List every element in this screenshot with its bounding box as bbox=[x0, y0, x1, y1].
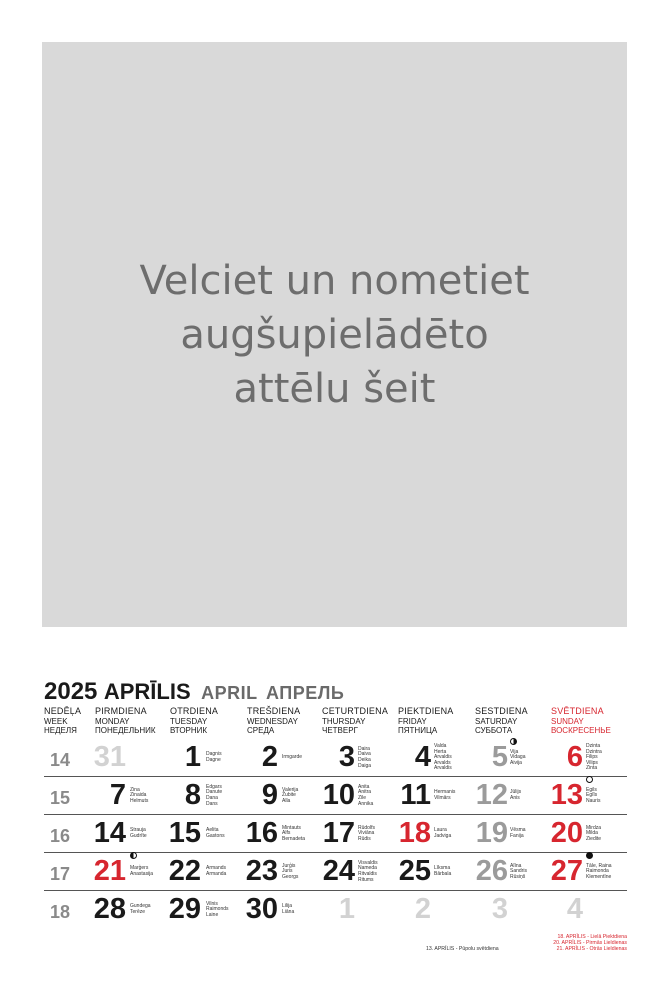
name-days: Jūlijs Anis bbox=[510, 789, 522, 801]
month-latvian: APRĪLIS bbox=[103, 679, 191, 704]
name-days: Rūdolfs Viviāna Rūdis bbox=[358, 824, 375, 842]
name-days: Egils Egīls Nauris bbox=[586, 786, 601, 804]
day-number[interactable]: 10 bbox=[322, 779, 355, 811]
name-days: Zina Zinaida Helmuts bbox=[130, 786, 149, 804]
drop-zone-line: attēlu šeit bbox=[233, 365, 436, 412]
weekday-header bbox=[322, 707, 388, 736]
calendar-title bbox=[44, 678, 344, 706]
day-number[interactable]: 11 bbox=[400, 779, 431, 811]
name-days: Valda Herta Arvaldis Arvalds Arvaldis bbox=[434, 743, 452, 772]
row-divider bbox=[44, 814, 627, 815]
day-number[interactable]: 19 bbox=[475, 817, 508, 849]
week-number: 15 bbox=[50, 788, 71, 808]
weekday-header bbox=[475, 707, 528, 736]
name-days: Lilija Liāna bbox=[282, 903, 295, 915]
day-number[interactable]: 25 bbox=[398, 855, 431, 887]
day-number[interactable]: 1 bbox=[338, 893, 355, 925]
name-days: Vija Vidaga Aivija bbox=[510, 748, 526, 766]
weekday-label-lv: SESTDIENA bbox=[475, 706, 528, 716]
month-english: APRIL bbox=[201, 683, 258, 703]
day-number[interactable]: 4 bbox=[566, 893, 583, 925]
weekday-label-ru: СУББОТА bbox=[475, 726, 513, 735]
weekday-label-ru: ПЯТНИЦА bbox=[398, 726, 438, 735]
weekday-header bbox=[247, 707, 300, 736]
holiday-note: 21. APRĪLIS - Otrās Lieldienas bbox=[556, 946, 627, 952]
day-number[interactable]: 16 bbox=[245, 817, 278, 849]
name-days: Irmgarde bbox=[282, 754, 303, 761]
weekday-label-en: MONDAY bbox=[95, 716, 130, 726]
name-days: Vēsma Fanija bbox=[510, 827, 526, 839]
day-number[interactable]: 4 bbox=[414, 741, 431, 773]
weekday-header bbox=[95, 707, 156, 736]
month-russian: АПРЕЛЬ bbox=[266, 683, 345, 703]
day-number[interactable]: 7 bbox=[109, 779, 126, 811]
day-number[interactable]: 5 bbox=[491, 741, 508, 773]
weekday-label-en: SATURDAY bbox=[475, 716, 518, 726]
name-days: Alīna Sandris Rūsiņš bbox=[510, 862, 527, 880]
name-days: Daira Daiva Deika Daiga bbox=[358, 745, 372, 769]
day-number[interactable]: 13 bbox=[550, 779, 583, 811]
week-number: 17 bbox=[50, 864, 71, 884]
weekday-label-ru: ЧЕТВЕРГ bbox=[322, 726, 358, 735]
observance-note: 13. APRĪLIS - Pūpolu svētdiena bbox=[426, 946, 499, 952]
day-number[interactable]: 21 bbox=[93, 855, 126, 887]
weekday-header bbox=[44, 707, 81, 736]
row-divider bbox=[44, 776, 627, 777]
day-number[interactable]: 28 bbox=[93, 893, 126, 925]
day-number[interactable]: 12 bbox=[475, 779, 508, 811]
day-number[interactable]: 9 bbox=[261, 779, 278, 811]
week-number: 16 bbox=[50, 826, 71, 846]
name-days: Dzinta Dzintra Filips Vilips Zinta bbox=[586, 743, 602, 772]
name-days: Hermanis Vilmārs bbox=[434, 789, 456, 801]
holiday-note: 18. APRĪLIS - Lielā Piektdiena bbox=[557, 934, 627, 940]
day-number[interactable]: 18 bbox=[398, 817, 431, 849]
day-number[interactable]: 23 bbox=[245, 855, 278, 887]
weekday-label-en: SUNDAY bbox=[551, 716, 584, 726]
name-days: Mirdza Milda Ziedite bbox=[586, 824, 602, 842]
name-days: Marģers Anastasija bbox=[130, 865, 154, 877]
day-number[interactable]: 14 bbox=[93, 817, 126, 849]
name-days: Laura Jadviga bbox=[434, 827, 452, 839]
day-number[interactable]: 17 bbox=[322, 817, 355, 849]
name-days: Tāle, Raina Raimonda Klementīne bbox=[586, 862, 612, 880]
weekday-label-lv: OTRDIENA bbox=[170, 706, 219, 716]
weekday-label-ru: СРЕДА bbox=[247, 726, 275, 735]
name-days: Armands Armanda bbox=[206, 865, 227, 877]
name-days: Mintauts Alfs Bernadeta bbox=[282, 824, 306, 842]
drop-zone-line: augšupielādēto bbox=[180, 311, 489, 358]
weekday-label-en: TUESDAY bbox=[170, 716, 208, 726]
weekday-label-lv: SVĒTDIENA bbox=[551, 706, 604, 716]
weekday-header bbox=[170, 707, 218, 736]
name-days: Visvaldis Nameda Ritvaldis Ritums bbox=[358, 859, 378, 883]
moon-phase-new-icon bbox=[586, 852, 593, 859]
day-number[interactable]: 26 bbox=[475, 855, 508, 887]
weekday-label-en: WEEK bbox=[44, 716, 68, 726]
day-number[interactable]: 3 bbox=[338, 741, 355, 773]
weekday-label-lv: PIRMDIENA bbox=[95, 706, 147, 716]
day-number[interactable]: 2 bbox=[414, 893, 431, 925]
day-number[interactable]: 27 bbox=[550, 855, 583, 887]
weekday-label-en: WEDNESDAY bbox=[247, 716, 298, 726]
name-days: Aelita Gastons bbox=[206, 827, 225, 839]
day-number[interactable]: 1 bbox=[184, 741, 201, 773]
day-number[interactable]: 30 bbox=[245, 893, 278, 925]
day-number[interactable]: 8 bbox=[184, 779, 201, 811]
weekday-label-lv: CETURTDIENA bbox=[322, 706, 389, 716]
name-days: Dagnis Dagne bbox=[206, 751, 222, 763]
day-number[interactable]: 24 bbox=[322, 855, 355, 887]
weekday-label-en: THURSDAY bbox=[322, 716, 366, 726]
row-divider bbox=[44, 890, 627, 891]
day-number[interactable]: 20 bbox=[550, 817, 583, 849]
day-number[interactable]: 29 bbox=[168, 893, 201, 925]
name-days: Valerija Žubite Alla bbox=[282, 786, 299, 804]
name-days: Vilnis Raimonds Laine bbox=[206, 900, 229, 918]
week-number: 18 bbox=[50, 902, 71, 922]
day-number[interactable]: 31 bbox=[93, 741, 126, 773]
name-days: Edgars Danute Dana Dans bbox=[206, 783, 223, 807]
weekday-label-lv: PIEKTDIENA bbox=[398, 706, 454, 716]
day-number[interactable]: 15 bbox=[168, 817, 201, 849]
drop-zone-text bbox=[140, 254, 530, 416]
day-number[interactable]: 2 bbox=[261, 741, 278, 773]
name-days: Jurģis Juris Georgs bbox=[282, 862, 299, 880]
weekday-label-lv: NEDĒĻA bbox=[44, 706, 82, 716]
weekday-label-ru: ВОСКРЕСЕНЬЕ bbox=[551, 726, 611, 735]
year: 2025 bbox=[44, 678, 98, 705]
holiday-note: 20. APRĪLIS - Pirmās Lieldienas bbox=[553, 940, 627, 946]
weekday-header bbox=[551, 707, 611, 736]
day-number[interactable]: 6 bbox=[566, 741, 583, 773]
weekday-label-lv: TREŠDIENA bbox=[247, 706, 301, 716]
moon-phase-full-icon bbox=[586, 776, 593, 783]
weekday-label-en: FRIDAY bbox=[398, 716, 427, 726]
week-number: 14 bbox=[50, 750, 71, 770]
name-days: Līksma Bārbala bbox=[434, 865, 452, 877]
weekday-header bbox=[398, 707, 454, 736]
image-drop-zone[interactable] bbox=[42, 42, 627, 627]
name-days: Gundega Terēze bbox=[130, 903, 151, 915]
weekday-label-ru: НЕДЕЛЯ bbox=[44, 726, 77, 735]
name-days: Strauja Gudrīte bbox=[130, 827, 147, 839]
day-number[interactable]: 22 bbox=[168, 855, 201, 887]
weekday-label-ru: ВТОРНИК bbox=[170, 726, 208, 735]
name-days: Anita Anitra Zile Annika bbox=[358, 783, 374, 807]
drop-zone-line: Velciet un nometiet bbox=[139, 257, 530, 304]
weekday-label-ru: ПОНЕДЕЛЬНИК bbox=[95, 726, 156, 735]
day-number[interactable]: 3 bbox=[491, 893, 508, 925]
